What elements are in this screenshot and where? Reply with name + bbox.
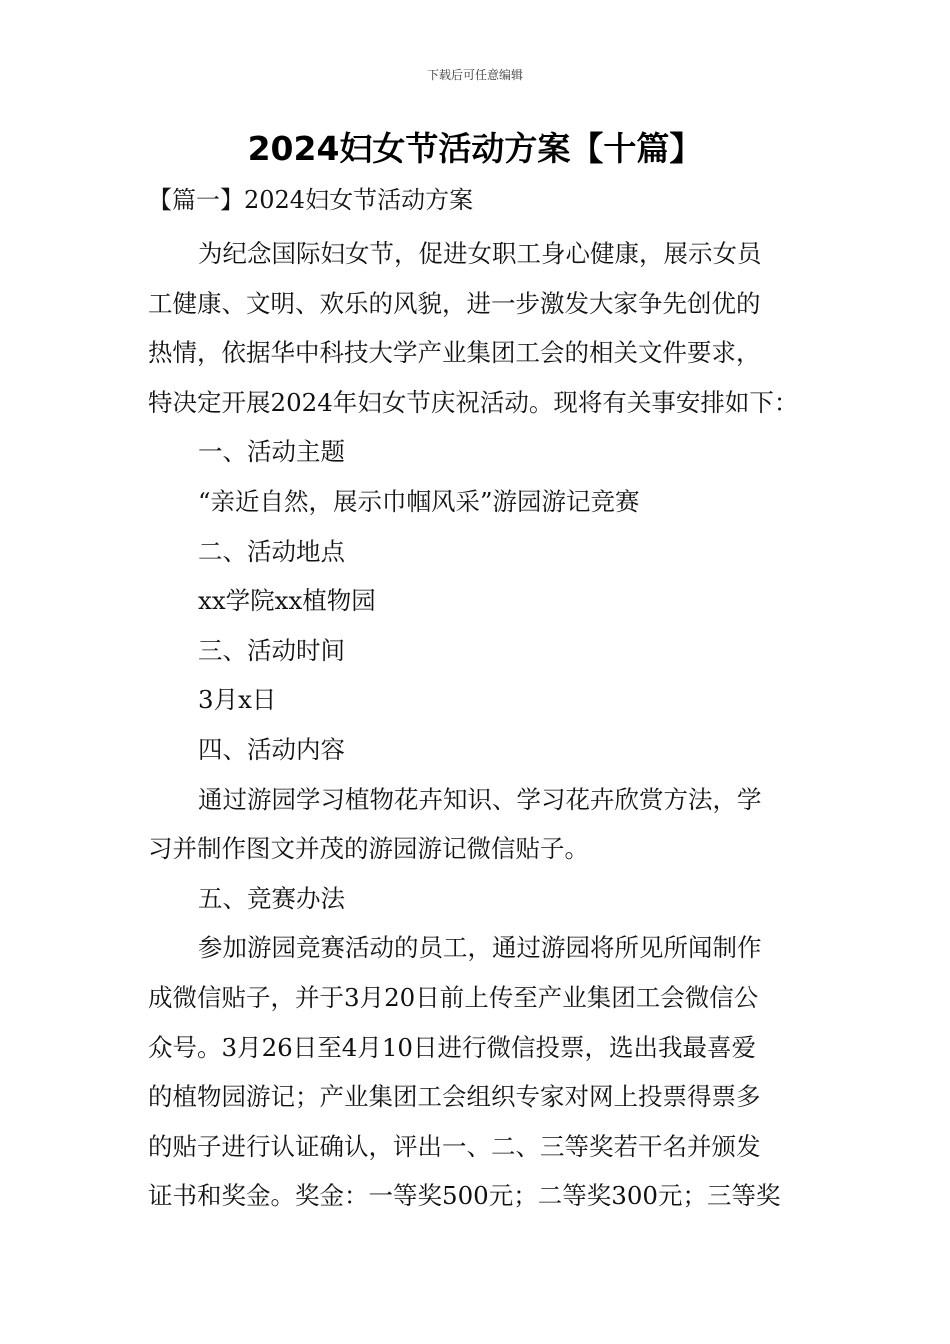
header-note: 下载后可任意编辑 — [426, 68, 523, 82]
paragraph-line: 3月x日 — [198, 685, 277, 715]
paragraph-line: 成微信贴子，并于3月20日前上传至产业集团工会微信公 — [148, 982, 759, 1012]
paragraph-line: 习并制作图文并茂的游园游记微信贴子。 — [148, 834, 589, 864]
subheading-line: 五、竞赛办法 — [198, 883, 345, 913]
paragraph-line: 热情，依据华中科技大学产业集团工会的相关文件要求， — [148, 338, 761, 368]
document-body — [148, 229, 808, 1221]
document-title: 2024妇女节活动方案【十篇】 — [247, 129, 703, 168]
subheading-line: 一、活动主题 — [198, 437, 345, 467]
paragraph-line: 工健康、文明、欢乐的风貌，进一步激发大家争先创优的 — [148, 288, 761, 318]
paragraph-line: 众号。3月26日至4月10日进行微信投票，选出我最喜爱 — [148, 1032, 757, 1062]
subheading-line: 三、活动时间 — [198, 635, 345, 665]
paragraph-line: 为纪念国际妇女节，促进女职工身心健康，展示女员 — [198, 239, 762, 268]
subheading-line: 二、活动地点 — [198, 536, 345, 566]
paragraph-line: 参加游园竞赛活动的员工，通过游园将所见所闻制作 — [198, 933, 762, 963]
paragraph-line: 特决定开展2024年妇女节庆祝活动。现将有关事安排如下： — [148, 387, 799, 417]
paragraph-line: 的植物园游记；产业集团工会组织专家对网上投票得票多 — [148, 1082, 761, 1112]
paragraph-line: xx学院xx植物园 — [198, 586, 376, 616]
paragraph-line: 的贴子进行认证确认，评出一、二、三等奖若干名并颁发 — [148, 1131, 761, 1161]
paragraph-line: 通过游园学习植物花卉知识、学习花卉欣赏方法，学 — [198, 784, 762, 814]
paragraph-line: 证书和奖金。奖金：一等奖500元；二等奖300元；三等奖 — [148, 1181, 781, 1211]
section-heading: 【篇一】2024妇女节活动方案 — [148, 186, 474, 214]
paragraph-line: “亲近自然，展示巾帼风采”游园游记竞赛 — [198, 486, 640, 516]
subheading-line: 四、活动内容 — [198, 734, 345, 764]
